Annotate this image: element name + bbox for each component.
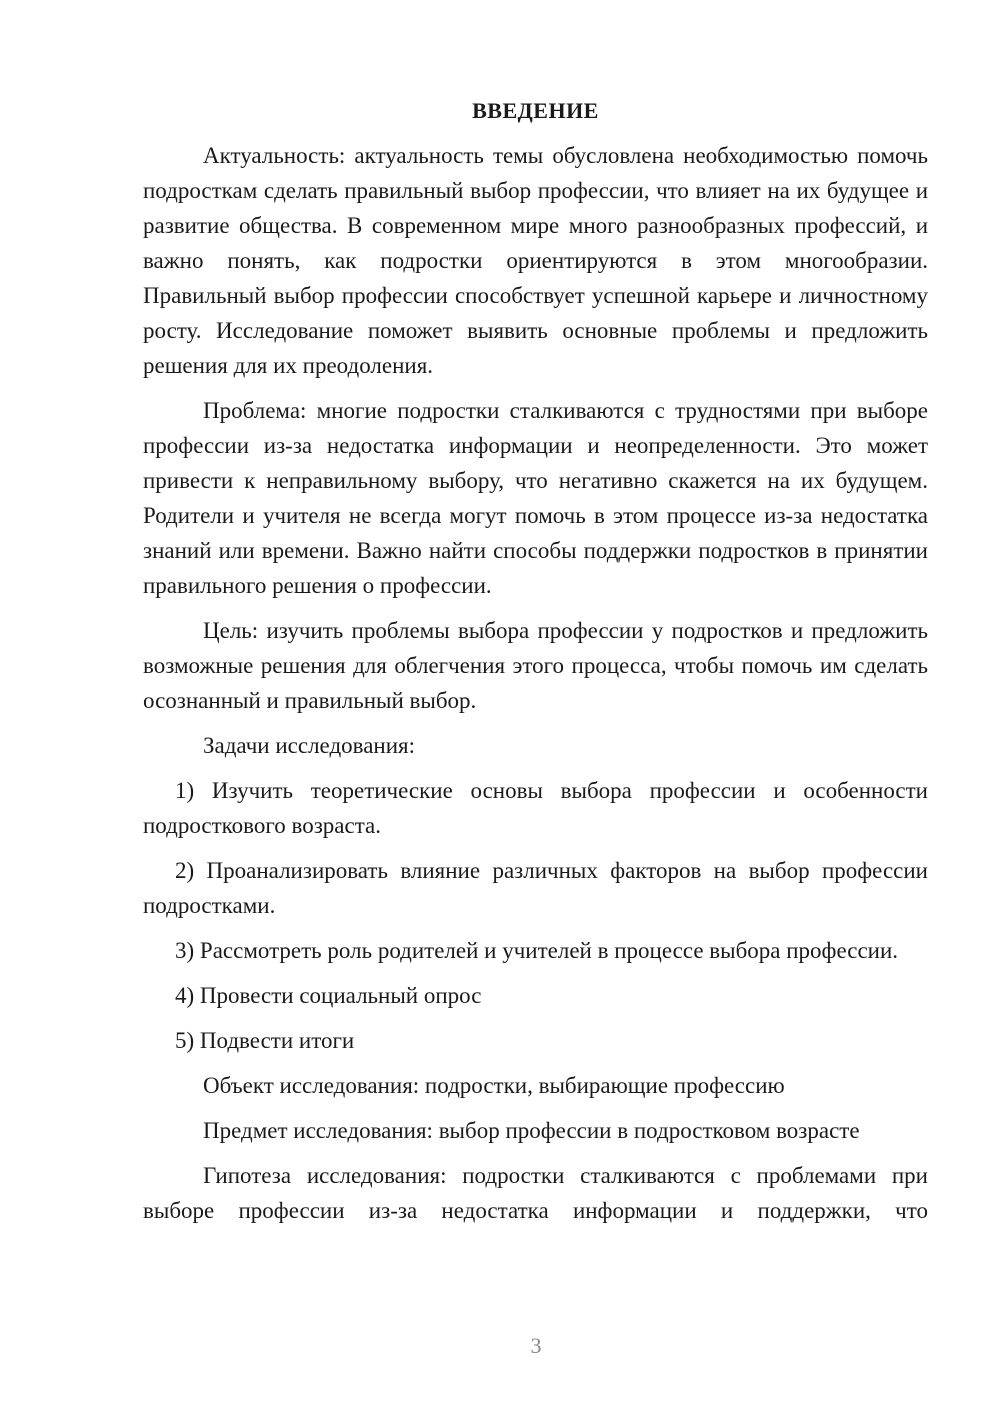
task-item: 4) Провести социальный опрос — [175, 983, 482, 1008]
paragraph-object: Объект исследования: подростки, выбирающие профессию — [203, 1073, 785, 1098]
paragraph-goal: Цель: изучить проблемы выбора профессии у подростков и предложить возможные решения для облегчения этого процесса, чтобы помочь им сделать осознанный и правильный выбор. — [143, 618, 928, 713]
paragraph-problem: Проблема: многие подростки сталкиваются с трудностями при выборе профессии из-за недостатка информации и неопределенности. Это может привести к неправильному выбору, что негативно скажется на их будущем. Родители и учителя не всегда могут помочь в этом процессе из-за недостатка знаний или времени. Важно найти способы поддержки подростков в принятии правильного решения о профессии. — [143, 398, 928, 598]
task-item: 2) Проанализировать влияние различных факторов на выбор профессии подростками. — [143, 858, 928, 918]
paragraph-subject: Предмет исследования: выбор профессии в подростковом возрасте — [203, 1118, 860, 1143]
paragraph-hypothesis: Гипотеза исследования: подростки сталкиваются с проблемами при выборе профессии из-за недостатка информации и поддержки, что — [143, 1163, 928, 1223]
page-number: 3 — [530, 1333, 542, 1358]
tasks-heading: Задачи исследования: — [203, 733, 416, 758]
task-item: 5) Подвести итоги — [175, 1028, 355, 1053]
section-title: ВВЕДЕНИЕ — [472, 98, 599, 123]
task-item: 1) Изучить теоретические основы выбора профессии и особенности подросткового возраста. — [143, 778, 928, 838]
task-item: 3) Рассмотреть роль родителей и учителей в процессе выбора профессии. — [175, 938, 899, 963]
text-column — [143, 96, 928, 1238]
paragraph-relevance: Актуальность: актуальность темы обусловлена необходимостью помочь подросткам сделать правильный выбор профессии, что влияет на их будущее и развитие общества. В современном мире много разнообразных профессий, и важно понять, как подростки ориентируются в этом многообразии. Правильный выбор профессии способствует успешной карьере и личностному росту. Исследование поможет выявить основные проблемы и предложить решения для их преодоления. — [143, 143, 928, 378]
